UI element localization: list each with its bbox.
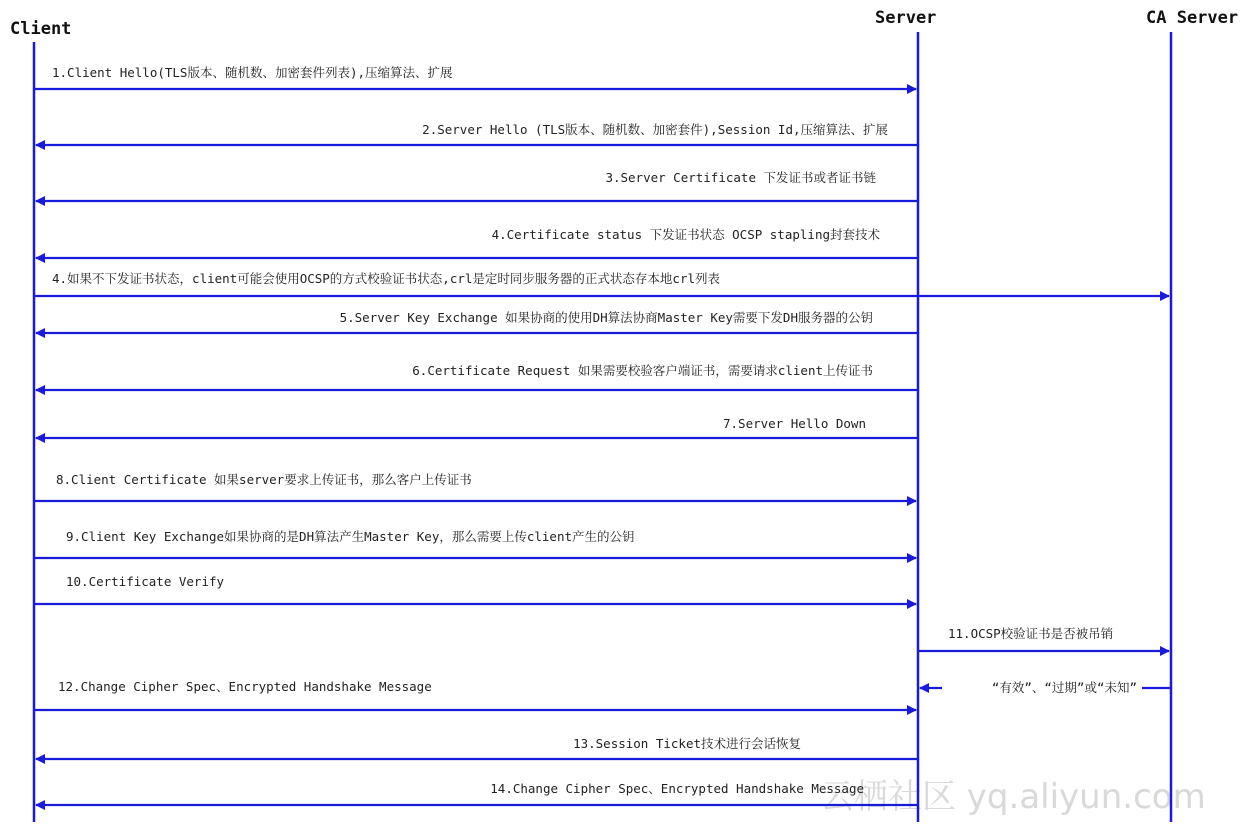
message-label-1: 1.Client Hello(TLS版本、随机数、加密套件列表),压缩算法、扩展: [52, 65, 453, 80]
message-label-4: 4.Certificate status 下发证书状态 OCSP stapling封套技术: [491, 227, 880, 242]
message-label-5: 4.如果不下发证书状态，client可能会使用OCSP的方式校验证书状态,crl是定时同步服务器的正式状态存本地crl列表: [52, 271, 720, 286]
message-label-2: 2.Server Hello (TLS版本、随机数、加密套件),Session Id,压缩算法、扩展: [422, 122, 888, 137]
message-label-13: “有效”、“过期”或“未知”: [991, 680, 1137, 695]
actor-server-label: Server: [875, 8, 937, 28]
message-label-15: 13.Session Ticket技术进行会话恢复: [573, 736, 801, 751]
message-label-9: 8.Client Certificate 如果server要求上传证书，那么客户上传证书: [56, 472, 472, 487]
actor-client-label: Client: [10, 19, 72, 39]
message-label-7: 6.Certificate Request 如果需要校验客户端证书，需要请求client上传证书: [412, 363, 873, 378]
watermark: 云栖社区 yq.aliyun.com: [820, 777, 1206, 817]
message-label-16: 14.Change Cipher Spec、Encrypted Handshake Message: [490, 781, 864, 796]
message-label-11: 10.Certificate Verify: [66, 574, 225, 589]
message-label-12: 11.OCSP校验证书是否被吊销: [948, 626, 1114, 641]
message-label-3: 3.Server Certificate 下发证书或者证书链: [605, 170, 876, 185]
message-label-6: 5.Server Key Exchange 如果协商的使用DH算法协商Master Key需要下发DH服务器的公钥: [339, 310, 873, 325]
actor-ca-server-label: CA Server: [1146, 8, 1239, 28]
message-label-10: 9.Client Key Exchange如果协商的是DH算法产生Master Key，那么需要上传client产生的公钥: [66, 529, 635, 544]
message-label-14: 12.Change Cipher Spec、Encrypted Handshake Message: [58, 679, 432, 694]
message-list: [34, 65, 1171, 805]
message-label-8: 7.Server Hello Down: [723, 416, 866, 431]
